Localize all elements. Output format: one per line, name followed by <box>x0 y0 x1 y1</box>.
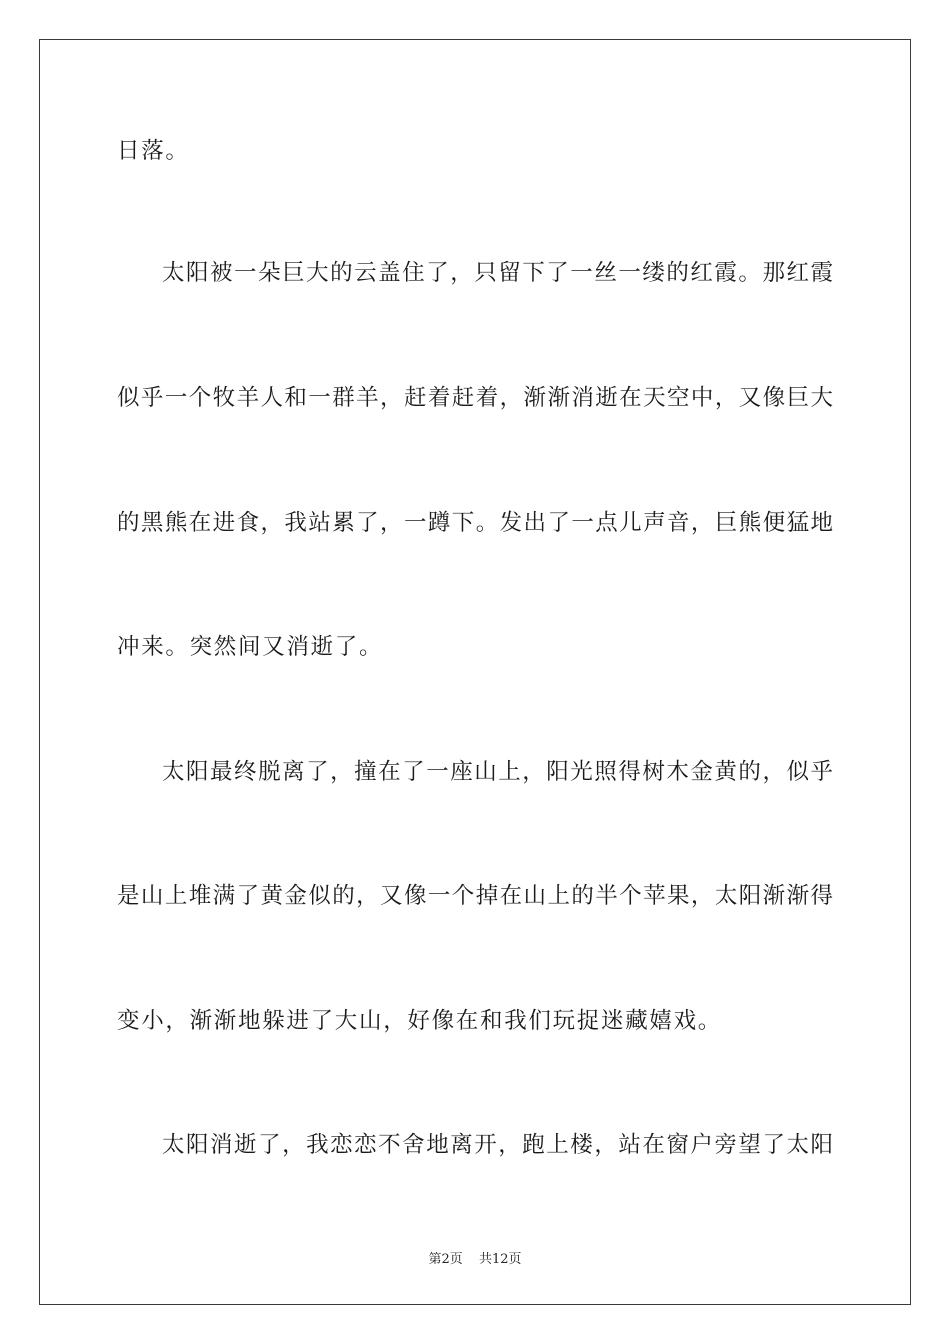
page-footer <box>0 1248 950 1267</box>
page-number: 第2页 <box>428 1252 463 1267</box>
text-line: 是山上堆满了黄金似的，又像一个掉在山上的半个苹果，太阳渐渐得 <box>117 883 833 909</box>
text-line: 日落。 <box>117 138 190 164</box>
text-line: 变小，渐渐地躲进了大山，好像在和我们玩捉迷藏嬉戏。 <box>117 1008 723 1034</box>
text-line: 太阳被一朵巨大的云盖住了，只留下了一丝一缕的红霞。那红霞 <box>162 260 833 286</box>
text-line: 似乎一个牧羊人和一群羊，赶着赶着，渐渐消逝在天空中，又像巨大 <box>117 385 833 411</box>
page-total: 共12页 <box>478 1252 522 1267</box>
text-line: 太阳消逝了，我恋恋不舍地离开，跑上楼，站在窗户旁望了太阳 <box>162 1132 833 1158</box>
text-line: 太阳最终脱离了，撞在了一座山上，阳光照得树木金黄的，似乎 <box>162 759 833 785</box>
text-line: 的黑熊在进食，我站累了，一蹲下。发出了一点儿声音，巨熊便猛地 <box>117 510 833 536</box>
text-line: 冲来。突然间又消逝了。 <box>117 634 384 660</box>
page-border <box>39 39 911 1305</box>
